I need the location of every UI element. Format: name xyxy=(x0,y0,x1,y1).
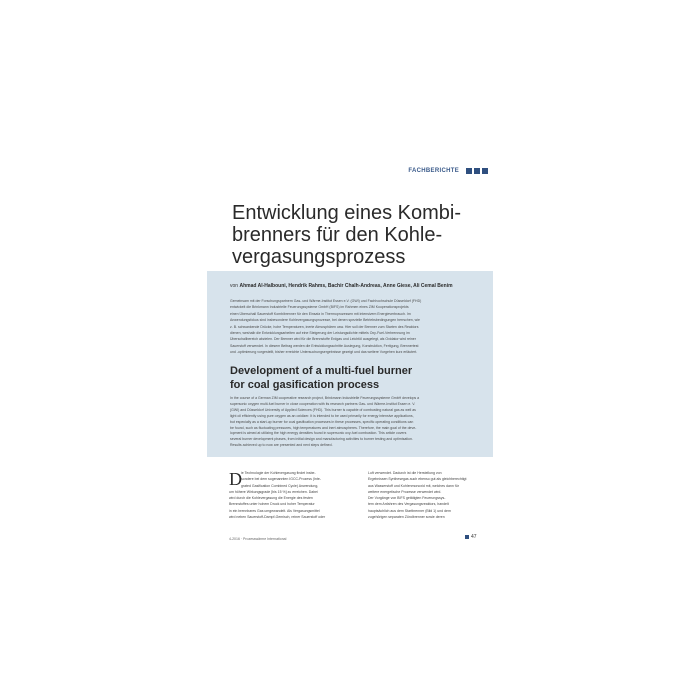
body-line: wird neben Sauerstoff-Dampf-Gemisch, reiner Sauerstoff oder xyxy=(229,515,326,520)
body-line: grated Gasification Combined Cycle) Anwendung, xyxy=(241,483,319,488)
abstract-line: entwickelt die Brinkmann Industrielle Feuerungssysteme GmbH (BIFS) im Rahmen eines ZIM Kooperationsprojekts xyxy=(230,305,409,310)
abstract-line: but especially as a start-up burner for coal gasification processes in these processes, specific operating conditions can xyxy=(230,419,414,424)
body-line: Luft verwendet. Dadurch ist die Herstellung von xyxy=(368,471,442,475)
abstract-line: Überschallbereich abzielen. Der Brenner wird für die Brennstoffe Erdgas und Leichtöl ausgelegt, als Oxidator wird reiner xyxy=(230,337,416,342)
authors: Ahmad Al-Halbouni, Hendrik Rahms, Bachir Chalh-Andreas, Anne Giese, Ali Cemal Benim xyxy=(239,283,453,289)
body-line: in ein brennbares Gas umgewandelt. Als Vergasungsmittel xyxy=(229,508,320,513)
body-column-left xyxy=(229,470,355,520)
body-line: Ergebnissen Synthesegas auch ebenso gut als gleichberechtigt xyxy=(368,477,467,482)
english-title xyxy=(230,364,490,392)
footer-publication: 4-2016 · Prozesswärme International xyxy=(229,537,287,541)
header-squares-icon xyxy=(466,168,488,174)
body-column-right xyxy=(368,470,494,520)
abstract-line: light oil efficiently using pure oxygen as an oxidizer. It is intended to be used primarily for energy intensive applications, xyxy=(230,413,414,418)
abstract-line: Sauerstoff verwendet. In diesem Beitrag werden die Entwicklungsschritte Auslegung, Konstruktion, Fertigung, Brennertest xyxy=(230,343,419,348)
abstract-line: und -optimierung vorgestellt, bisher erreichte Untersuchungsergebnisse gezeigt und das weitere Vorgehen kurz erläutert. xyxy=(230,350,418,355)
body-line: zugehörigen separaten Zündbrenner sowie deren xyxy=(368,515,445,520)
abstract-german xyxy=(230,298,488,356)
body-line: Brennstoffes unter hohem Druck und hoher Temperatur xyxy=(229,502,315,507)
abstract-line: Results achieved up to now are presented and next steps defined. xyxy=(230,443,333,448)
abstract-line: Gemeinsam mit der Forschungspartnern Gas- und Wärme-Institut Essen e.V. (GWI) und Fachhochschule Düsseldorf (FHD) xyxy=(230,299,422,303)
abstract-line: z. B. schwankende Drücke, hohe Temperaturen, inerte Atmosphären usw. Hier soll der Brenner zum Starten des Reaktors xyxy=(230,324,419,329)
body-line: wird durch die Kohlevergasung die Energie des festen xyxy=(229,496,313,501)
body-line: aus Wasserstoff und Kohlenmonoxid mit, welches dann für xyxy=(368,483,459,488)
body-line: weitere energetische Prozesse verwendet wird. xyxy=(368,489,442,494)
section-header xyxy=(408,168,488,174)
abstract-line: (GWI) and Düsseldorf University of Applied Sciences (FHD). This burner is capable of combusting natural gas as well as xyxy=(230,407,416,412)
abstract-line: In the course of a German ZIM cooperative research project, Brinkmann Industrielle Feuerungssysteme GmbH develops a xyxy=(230,396,420,400)
body-line: sondere bei dem sogenannten IGCC-Prozess (Inte- xyxy=(241,477,321,482)
abstract-line: lopment is aimed at utilizing the high energy densities found in supersonic oxy-fuel combustion. This article covers xyxy=(230,431,407,436)
page-square-icon xyxy=(465,535,469,539)
article-title xyxy=(232,202,512,268)
byline-prefix: von xyxy=(230,283,239,289)
title-line: brenners für den Kohle- xyxy=(232,224,443,246)
english-title-line: for coal gasification process xyxy=(230,379,380,391)
abstract-line: Anwendungsfokus sind insbesondere Kohlevergasungsprozesse, bei denen spezielle Betriebsbedingungen herrschen, wie xyxy=(230,318,420,323)
body-line: tem dem Anfahren des Vergasungsreaktors, handelt xyxy=(368,502,449,507)
drop-cap: D xyxy=(229,469,242,489)
title-line: vergasungsprozess xyxy=(232,246,406,268)
abstract-line: several burner development phases, from initial design and manufacturing activities to burner testing and optimisation. xyxy=(230,437,413,442)
abstract-line: supersonic oxygen multi-fuel burner in close cooperation with its research partners Gas- und Wärme-Institut Essen e. V. xyxy=(230,401,416,406)
body-line: hauptsächlich aus dem Startbrenner (Bild 1) und dem xyxy=(368,508,451,513)
section-label: FACHBERICHTE xyxy=(408,168,459,174)
abstract-line: dienen, weshalb die Entwicklungsarbeiten auf eine Steigerung der Leistungsdichte mittels Oxy-Fuel-Verbrennung im xyxy=(230,331,410,336)
english-title-line: Development of a multi-fuel burner xyxy=(230,365,413,377)
abstract-line: be found, such as fluctuating pressures, high temperatures and inert atmospheres. Therefore, the main goal of the deve- xyxy=(230,425,417,430)
footer-page-number xyxy=(465,534,477,540)
abstract-line: einen Überschall Sauerstoff Kombibrenner für den Einsatz in Thermoprozessen mit intensivem Energieverbrauch. Im xyxy=(230,311,411,316)
body-line: um höhere Wirkungsgrade [bis 15 %] zu erreichen. Dabei xyxy=(229,489,318,494)
abstract-english xyxy=(230,396,490,449)
body-line: Der Vorgänge von BIFS getätigten Feuerungssys- xyxy=(368,496,446,501)
byline xyxy=(230,283,492,290)
title-line: Entwicklung eines Kombi- xyxy=(232,202,461,224)
body-line: ie Technologie der Kohlevergasung findet insbe- xyxy=(241,471,316,475)
page-number: 47 xyxy=(471,534,477,540)
